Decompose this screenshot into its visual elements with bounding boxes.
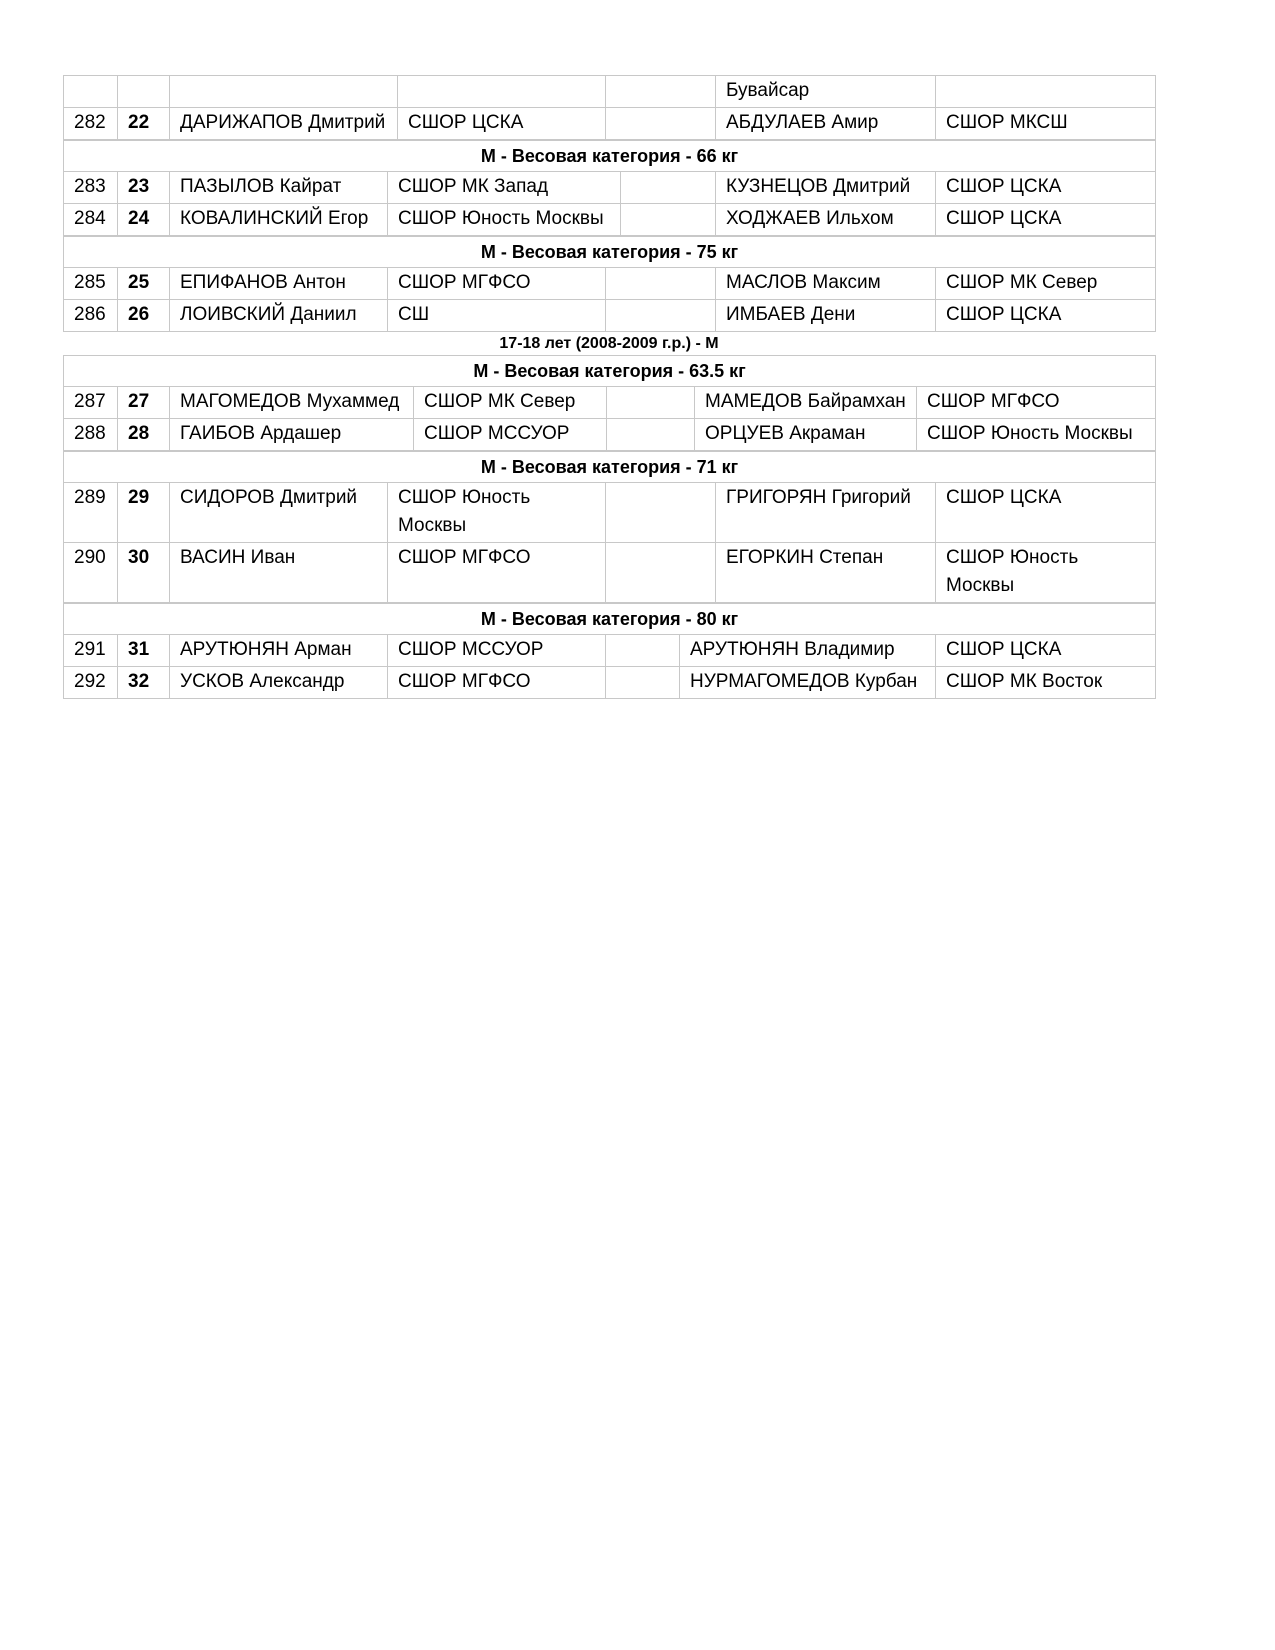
fighter-red-name: АРУТЮНЯН Арман [170,635,388,667]
bout-number: 28 [118,419,170,451]
row-number: 282 [64,108,118,140]
fighter-red-name: КОВАЛИНСКИЙ Егор [170,204,388,236]
result-cell [621,172,716,204]
fighter-red-name: ЛОИВСКИЙ Даниил [170,300,388,332]
fighter-blue-name: КУЗНЕЦОВ Дмитрий [716,172,936,204]
result-cell [621,204,716,236]
weight-category-row [64,356,1156,387]
row-number: 285 [64,268,118,300]
result-cell [606,108,716,140]
weight-category-row [64,141,1156,172]
weight-category-row [64,237,1156,268]
bout-number: 31 [118,635,170,667]
results-table [63,355,1156,451]
fighter-blue-name: ИМБАЕВ Дени [716,300,936,332]
fighter-red-club: СШОР Юность Москвы [388,483,606,543]
result-cell [606,300,716,332]
bout-number [118,76,170,108]
fighter-blue-name: АРУТЮНЯН Владимир [680,635,936,667]
fighter-red-name: УСКОВ Александр [170,667,388,699]
fighter-red-club: СШОР МССУОР [414,419,607,451]
fighter-blue-club: СШОР МК Север [936,268,1156,300]
bout-number: 27 [118,387,170,419]
fighter-red-club: СШОР МССУОР [388,635,606,667]
fighter-red-name: СИДОРОВ Дмитрий [170,483,388,543]
row-number: 288 [64,419,118,451]
table-row [64,667,1156,699]
fighter-blue-name: ОРЦУЕВ Акраман [695,419,917,451]
weight-category-label: М - Весовая категория - 63.5 кг [64,356,1156,387]
fighter-blue-name: ГРИГОРЯН Григорий [716,483,936,543]
fighter-red-name [170,76,398,108]
row-number: 292 [64,667,118,699]
weight-category-label: М - Весовая категория - 71 кг [64,452,1156,483]
row-number [64,76,118,108]
table-row [64,543,1156,603]
result-cell [606,268,716,300]
fighter-red-name: ГАИБОВ Ардашер [170,419,414,451]
fighter-blue-club: СШОР ЦСКА [936,300,1156,332]
fighter-blue-name: МАМЕДОВ Байрамхан [695,387,917,419]
weight-category-row [64,604,1156,635]
bout-number: 26 [118,300,170,332]
table-row [64,108,1156,140]
fighter-red-club: СШОР МГФСО [388,268,606,300]
results-table [63,236,1156,332]
result-cell [607,387,695,419]
bout-number: 24 [118,204,170,236]
bout-number: 30 [118,543,170,603]
row-number: 289 [64,483,118,543]
fighter-blue-club: СШОР ЦСКА [936,483,1156,543]
results-block-1 [63,75,1155,332]
table-row [64,300,1156,332]
result-cell [606,667,680,699]
fighter-red-club: СШОР МК Север [414,387,607,419]
fighter-blue-club: СШОР ЦСКА [936,635,1156,667]
document-page [63,75,1155,699]
row-number: 286 [64,300,118,332]
table-row [64,76,1156,108]
weight-category-label: М - Весовая категория - 75 кг [64,237,1156,268]
fighter-blue-club: СШОР МКСШ [936,108,1156,140]
fighter-red-name: ДАРИЖАПОВ Дмитрий [170,108,398,140]
table-row [64,635,1156,667]
table-row [64,387,1156,419]
fighter-red-club [398,76,606,108]
weight-category-label: М - Весовая категория - 66 кг [64,141,1156,172]
fighter-red-name: ЕПИФАНОВ Антон [170,268,388,300]
table-row [64,483,1156,543]
result-cell [606,483,716,543]
weight-category-row [64,452,1156,483]
table-row [64,172,1156,204]
table-row [64,204,1156,236]
result-cell [606,635,680,667]
fighter-red-name: МАГОМЕДОВ Мухаммед [170,387,414,419]
fighter-red-club: СШОР МК Запад [388,172,621,204]
fighter-blue-name: НУРМАГОМЕДОВ Курбан [680,667,936,699]
fighter-blue-name: АБДУЛАЕВ Амир [716,108,936,140]
bout-number: 23 [118,172,170,204]
fighter-blue-club [936,76,1156,108]
row-number: 290 [64,543,118,603]
fighter-red-club: СШОР МГФСО [388,543,606,603]
fighter-blue-club: СШОР Юность Москвы [917,419,1156,451]
fighter-red-club: СШОР МГФСО [388,667,606,699]
fighter-red-name: ПАЗЫЛОВ Кайрат [170,172,388,204]
result-cell [607,419,695,451]
fighter-red-club: СШОР Юность Москвы [388,204,621,236]
bout-number: 29 [118,483,170,543]
fighter-blue-club: СШОР ЦСКА [936,204,1156,236]
fighter-red-club: СШ [388,300,606,332]
results-table [63,140,1156,236]
fighter-red-club: СШОР ЦСКА [398,108,606,140]
row-number: 291 [64,635,118,667]
results-block-2 [63,355,1155,699]
row-number: 287 [64,387,118,419]
results-table [63,75,1156,140]
row-number: 283 [64,172,118,204]
result-cell [606,543,716,603]
bout-number: 22 [118,108,170,140]
fighter-blue-club: СШОР ЦСКА [936,172,1156,204]
fighter-blue-name: МАСЛОВ Максим [716,268,936,300]
fighter-blue-club: СШОР Юность Москвы [936,543,1156,603]
row-number: 284 [64,204,118,236]
results-table [63,603,1156,699]
fighter-blue-club: СШОР МГФСО [917,387,1156,419]
fighter-blue-name: ЕГОРКИН Степан [716,543,936,603]
bout-number: 32 [118,667,170,699]
table-row [64,268,1156,300]
bout-number: 25 [118,268,170,300]
weight-category-label: М - Весовая категория - 80 кг [64,604,1156,635]
result-cell [606,76,716,108]
table-row [64,419,1156,451]
fighter-red-name: ВАСИН Иван [170,543,388,603]
results-table [63,451,1156,603]
fighter-blue-name: Бувайсар [716,76,936,108]
fighter-blue-club: СШОР МК Восток [936,667,1156,699]
fighter-blue-name: ХОДЖАЕВ Ильхом [716,204,936,236]
age-group-heading: 17-18 лет (2008-2009 г.р.) - М [499,335,719,352]
